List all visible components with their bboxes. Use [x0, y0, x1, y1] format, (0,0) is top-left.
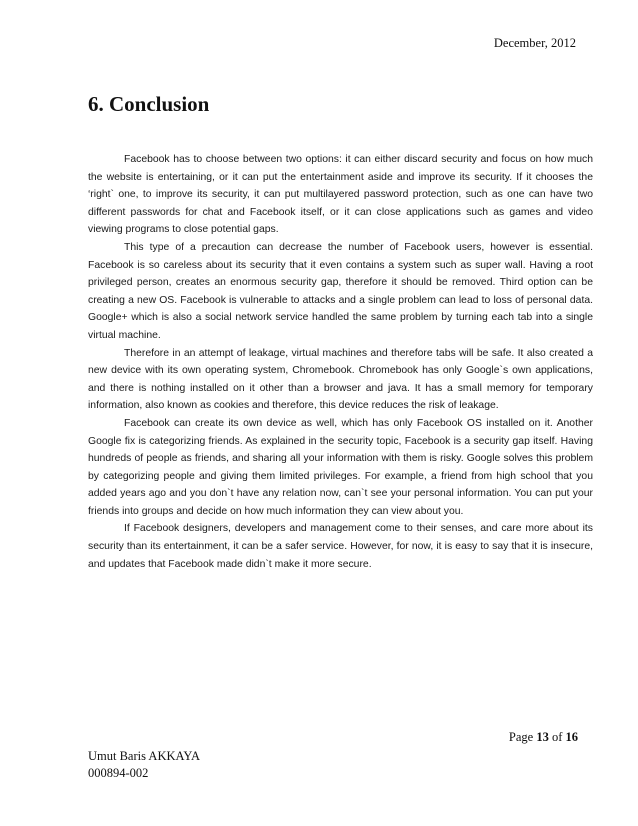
body-text	[88, 151, 593, 573]
page-current: 13	[536, 730, 549, 744]
paragraph: Facebook can create its own device as well, which has only Facebook OS installed on it. Another Google fix is categorizing friends. As explained in the security topic, Facebook is a security gap itself. Having hundreds of people as friends, and sharing all your information with them is risky. Google solves this problem by categorizing people and giving them limited privileges. For example, a friend from high school that you added years ago and you don`t have any relation now, can`t see your personal information. You can put your friends into groups and decide on how much information they can view about you.	[88, 417, 593, 517]
page-total: 16	[565, 730, 578, 744]
page-of: of	[551, 730, 563, 744]
page-number	[509, 730, 578, 745]
section-title: 6. Conclusion	[88, 92, 210, 116]
author-name: Umut Baris AKKAYA	[88, 749, 201, 763]
paragraph: Facebook has to choose between two options: it can either discard security and focus on how much the website is entertaining, or it can put the entertainment aside and improve its security. If it chooses the ‘right` one, to improve its security, it can put multilayered password protection, such as one can have two different passwords for chat and Facebook itself, or it can close applications such as games and video viewing programs to close potential gaps.	[88, 154, 593, 236]
author-id: 000894-002	[88, 766, 149, 780]
paragraph: Therefore in an attempt of leakage, virtual machines and therefore tabs will be safe. It also created a new device with its own operating system, Chromebook. Chromebook has only Google`s own applications, and there is nothing installed on it other than a browser and java. It has a small memory for temporary information, also known as cookies and therefore, this device reduces the risk of leakage.	[88, 347, 593, 412]
author-block	[88, 748, 200, 782]
page-prefix: Page	[508, 730, 534, 744]
paragraph: This type of a precaution can decrease the number of Facebook users, however is essential. Facebook is so careless about its security that it even contains a system such as super wall. Having a root privileged person, creates an enormous security gap, therefore it should be removed. Third option can be creating a new OS. Facebook is vulnerable to attacks and a single problem can lead to loss of personal data. Google+ which is also a social network service handled the same problem by turning each tab into a single virtual machine.	[88, 241, 593, 341]
paragraph: If Facebook designers, developers and management come to their senses, and care more about its security than its entertainment, it can be a safer service. However, for now, it is easy to say that it is insecure, and updates that Facebook made didn`t make it more secure.	[88, 523, 593, 570]
header-date: December, 2012	[493, 36, 576, 50]
